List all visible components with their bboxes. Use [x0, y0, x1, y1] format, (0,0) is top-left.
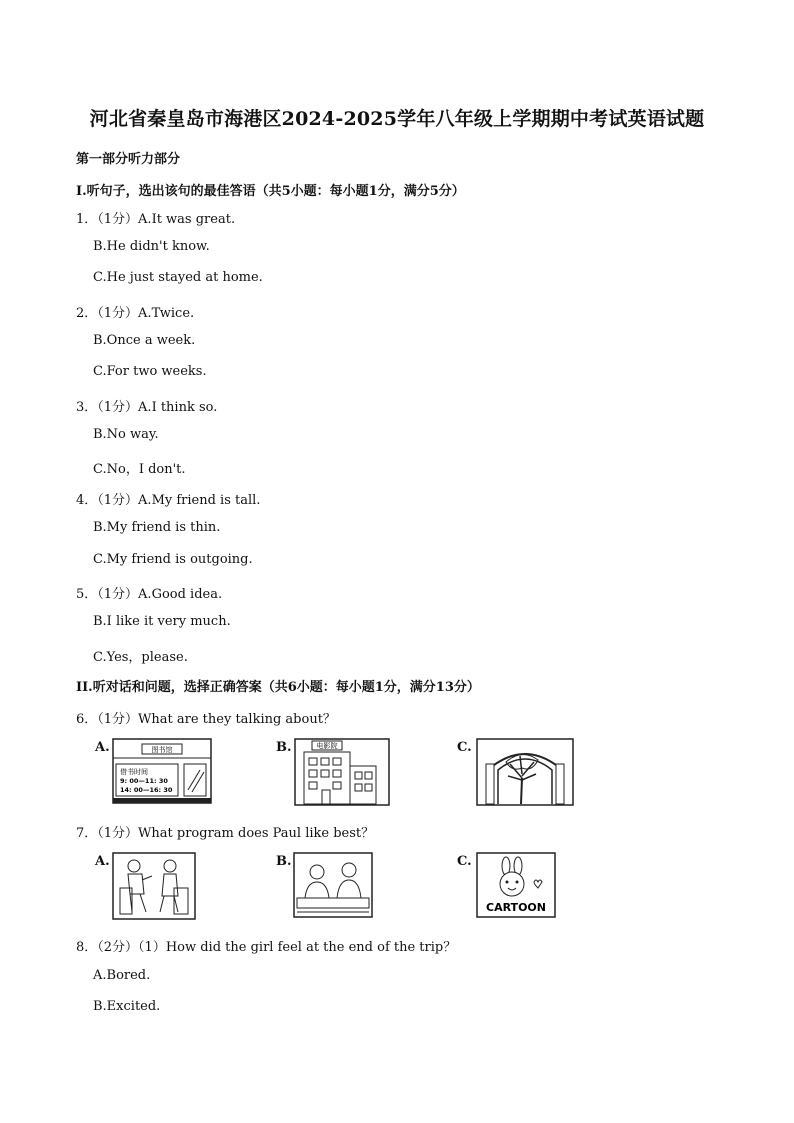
- question-1-stem: 1．（1分）A.It was great.: [76, 212, 236, 227]
- cartoon-caption: CARTOON: [486, 901, 546, 914]
- section-2-heading: II.听对话和问题，选择正确答案（共6小题：每小题1分，满分13分）: [76, 680, 480, 695]
- question-3-option-c: C.No，I don't.: [93, 462, 186, 477]
- question-4-stem: 4．（1分）A.My friend is tall.: [76, 493, 261, 508]
- cinema-picture: [294, 738, 390, 806]
- question-1-option-c: C.He just stayed at home.: [93, 270, 263, 285]
- library-picture: [112, 738, 212, 804]
- cartoon-picture: [476, 852, 556, 918]
- park-gate-picture: [476, 738, 574, 806]
- q7-label-b: B.: [276, 854, 292, 869]
- question-2-stem: 2．（1分）A.Twice.: [76, 306, 195, 321]
- question-8-option-a: A.Bored.: [93, 968, 151, 983]
- question-5-stem: 5．（1分）A.Good idea.: [76, 587, 223, 602]
- question-8-stem: 8．（2分）（1）How did the girl feel at the end of the trip？: [76, 940, 457, 955]
- q7-label-a: A.: [95, 854, 110, 869]
- question-5-option-c: C.Yes，please.: [93, 650, 188, 665]
- question-1-option-b: B.He didn't know.: [93, 239, 210, 254]
- cinema-sign-text: 电影院: [316, 742, 338, 750]
- library-hours-morning: 9: 00—11: 30: [120, 777, 168, 785]
- library-sign-text: 图书馆: [151, 746, 173, 754]
- q6-label-c: C.: [457, 740, 472, 755]
- library-hours-title: 借书时间: [120, 768, 148, 776]
- question-7-stem: 7．（1分）What program does Paul like best？: [76, 826, 375, 841]
- question-4-option-c: C.My friend is outgoing.: [93, 552, 253, 567]
- q7-label-c: C.: [457, 854, 472, 869]
- question-3-stem: 3．（1分）A.I think so.: [76, 400, 218, 415]
- interview-picture: [112, 852, 196, 920]
- library-hours-afternoon: 14: 00—16: 30: [120, 786, 173, 794]
- question-2-option-b: B.Once a week.: [93, 333, 196, 348]
- question-6-stem: 6．（1分）What are they talking about？: [76, 712, 336, 727]
- question-4-option-b: B.My friend is thin.: [93, 520, 221, 535]
- question-2-option-c: C.For two weeks.: [93, 364, 207, 379]
- part-heading: 第一部分听力部分: [76, 152, 181, 167]
- page-title: 河北省秦皇岛市海港区2024-2025学年八年级上学期期中考试英语试题: [89, 108, 705, 130]
- q6-label-a: A.: [95, 740, 110, 755]
- question-3-option-b: B.No way.: [93, 427, 159, 442]
- news-picture: [293, 852, 373, 918]
- question-8-option-b: B.Excited.: [93, 999, 161, 1014]
- q6-label-b: B.: [276, 740, 292, 755]
- section-1-heading: I.听句子，选出该句的最佳答语（共5小题：每小题1分，满分5分）: [76, 184, 465, 199]
- question-5-option-b: B.I like it very much.: [93, 614, 231, 629]
